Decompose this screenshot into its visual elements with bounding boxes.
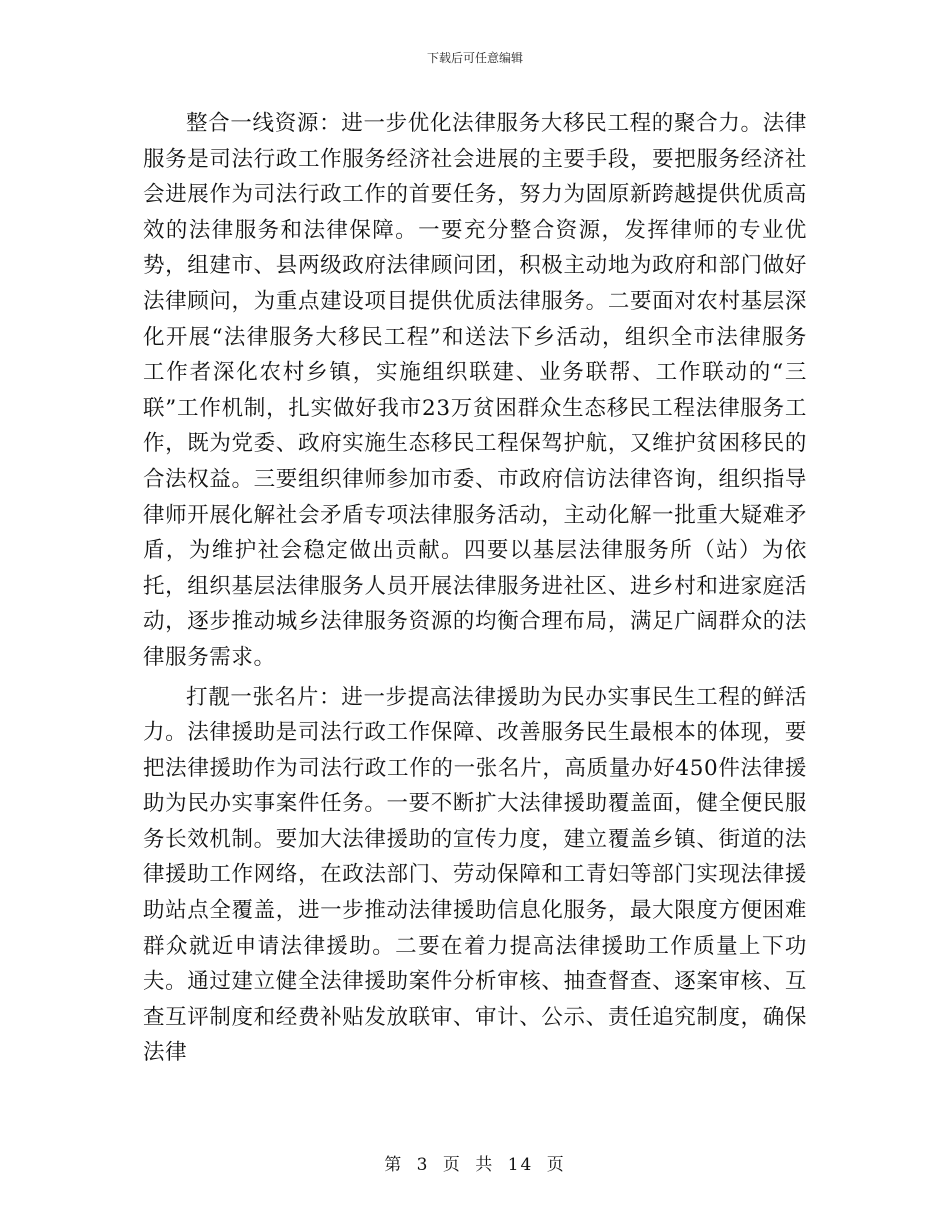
document-body	[143, 106, 807, 1071]
paragraph-2: 打靓一张名片：进一步提高法律援助为民办实事民生工程的鲜活力。法律援助是司法行政工作保障、改善服务民生最根本的体现，要把法律援助作为司法行政工作的一张名片，高质量办好450件法律援助为民办实事案件任务。一要不断扩大法律援助覆盖面，健全便民服务长效机制。要加大法律援助的宣传力度，建立覆盖乡镇、街道的法律援助工作网络，在政法部门、劳动保障和工青妇等部门实现法律援助站点全覆盖，进一步推动法律援助信息化服务，最大限度方便困难群众就近申请法律援助。二要在着力提高法律援助工作质量上下功夫。通过建立健全法律援助案件分析审核、抽查督查、逐案审核、互查互评制度和经费补贴发放联审、审计、公示、责任追究制度，确保法律	[143, 684, 807, 1066]
page-header: 下载后可任意编辑	[426, 51, 523, 65]
paragraph-1: 整合一线资源：进一步优化法律服务大移民工程的聚合力。法律服务是司法行政工作服务经济社会进展的主要手段，要把服务经济社会进展作为司法行政工作的首要任务，努力为固原新跨越提供优质高效的法律服务和法律保障。一要充分整合资源，发挥律师的专业优势，组建市、县两级政府法律顾问团，积极主动地为政府和部门做好法律顾问，为重点建设项目提供优质法律服务。二要面对农村基层深化开展“法律服务大移民工程”和送法下乡活动，组织全市法律服务工作者深化农村乡镇，实施组织联建、业务联帮、工作联动的“三联”工作机制，扎实做好我市23万贫困群众生态移民工程法律服务工作，既为党委、政府实施生态移民工程保驾护航，又维护贫困移民的合法权益。三要组织律师参加市委、市政府信访法律咨询，组织指导律师开展化解社会矛盾专项法律服务活动，主动化解一批重大疑难矛盾，为维护社会稳定做出贡献。四要以基层法律服务所（站）为依托，组织基层法律服务人员开展法律服务进社区、进乡村和进家庭活动，逐步推动城乡法律服务资源的均衡合理布局，满足广阔群众的法律服务需求。	[143, 111, 807, 670]
page-footer: 第 3 页 共 14 页	[384, 1155, 566, 1175]
